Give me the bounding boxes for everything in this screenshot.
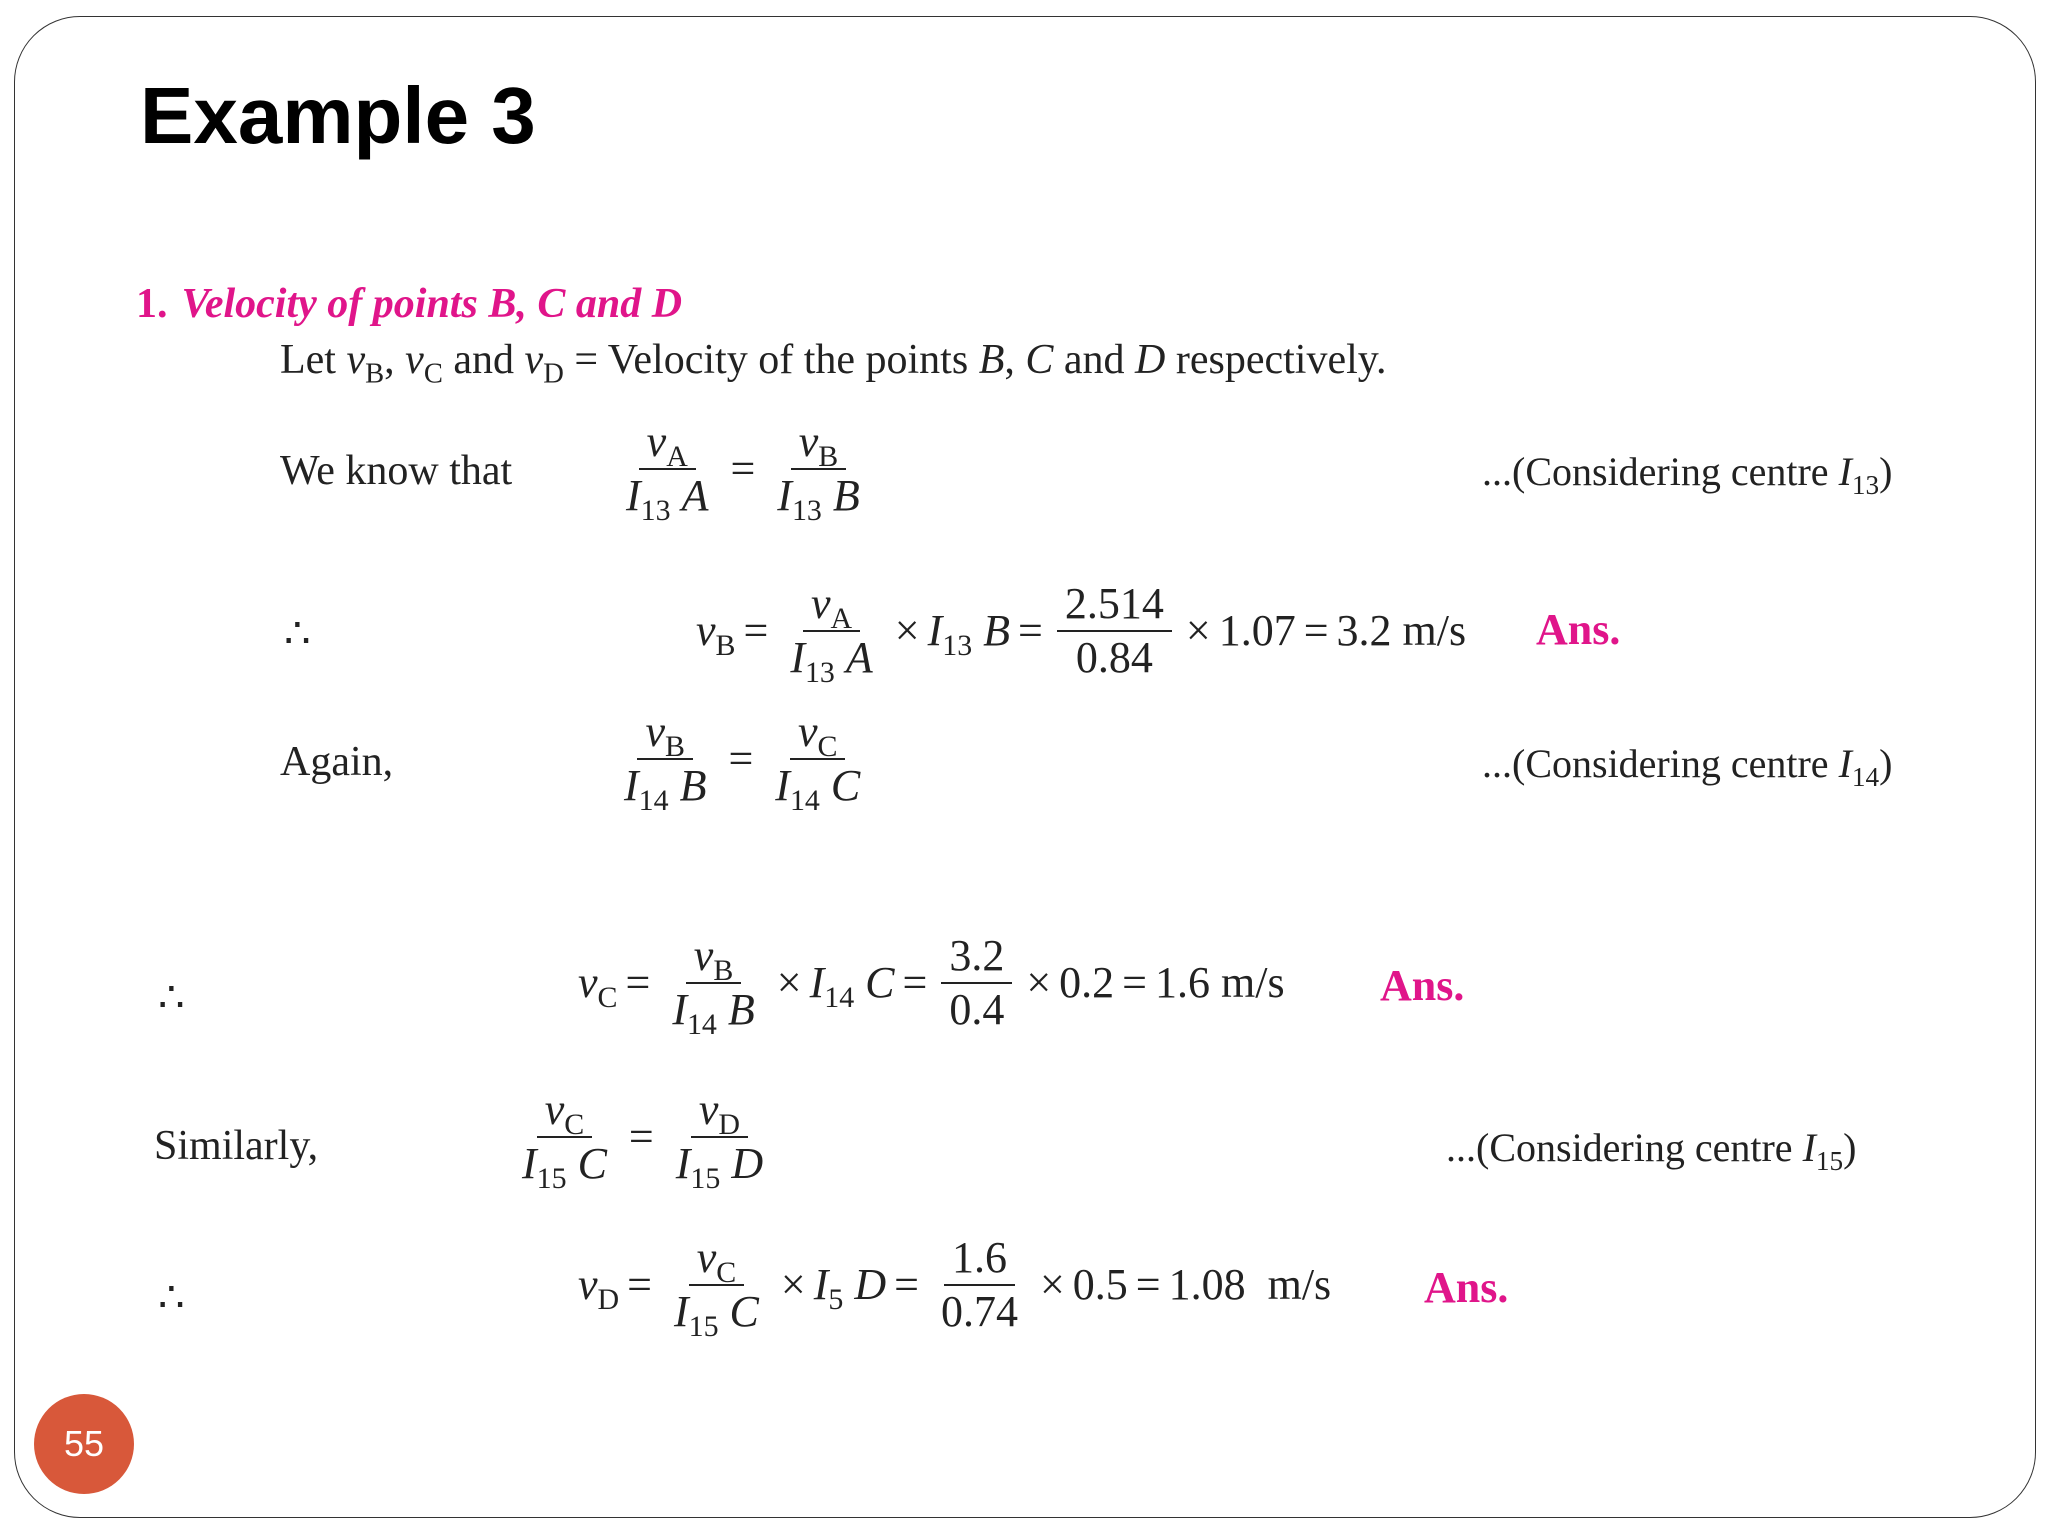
note-centre-14: ...(Considering centre $I_{14}$) [1482, 741, 1893, 793]
section-heading [136, 280, 682, 328]
equation-1 [612, 416, 874, 528]
comma: , [384, 337, 395, 383]
sub-d: D [543, 358, 564, 390]
intro-rest: = Velocity of the points [574, 337, 969, 383]
equation-5: $\frac{v_C}{I_{15} C}$ = $\frac{v_D}{I_{15} D}$ [522, 1085, 764, 1196]
label-we-know: We know that [280, 448, 513, 494]
answer-label: Ans. [1536, 605, 1621, 654]
answer-label: Ans. [1424, 1263, 1509, 1312]
note-centre-13: ...(Considering centre $I_{13}$) [1482, 449, 1893, 501]
intro-and: and [1063, 337, 1125, 383]
sub-b: B [365, 358, 385, 390]
var-v: v [346, 337, 366, 383]
fraction: $\frac{v_B}{I_{13} B}$ [777, 417, 860, 528]
note-centre-15: ...(Considering centre $I_{15}$) [1446, 1125, 1857, 1177]
slide-title: Example 3 [140, 71, 536, 160]
label-similarly: Similarly, [154, 1123, 319, 1169]
sub-c: C [423, 358, 443, 390]
intro-respectively: respectively. [1175, 337, 1387, 383]
var-v: v [405, 337, 424, 383]
equals: = [730, 444, 756, 494]
var-v: v [524, 337, 544, 383]
therefore-symbol: ∴ [158, 1275, 185, 1321]
equation-vc: $v_C$ = $\frac{v_B}{I_{14} B}$ × $I_{14}$ C = $\frac{3.2}{0.4}$ × 0.2 = 1.6 m/s [578, 931, 1285, 1042]
intro-line [280, 336, 1387, 390]
comma: , [1004, 337, 1015, 383]
equation-3: $\frac{v_B}{I_{14} B}$ = $\frac{v_C}{I_{14} C}$ [624, 707, 861, 818]
intro-let: Let [280, 337, 336, 383]
fraction: $\frac{v_A}{I_{13} A}$ [626, 417, 709, 528]
section-heading-text: Velocity of points B, C and D [181, 281, 683, 327]
intro-and: and [453, 337, 515, 383]
point-c: C [1025, 337, 1054, 383]
point-b: B [978, 337, 1005, 383]
section-number: 1. [136, 281, 168, 327]
therefore-symbol: ∴ [158, 975, 185, 1021]
equation-vb: $v_B$ = $\frac{v_A}{I_{13} A}$ × $I_{13}$ B = $\frac{2.514}{0.84}$ × 1.07 = 3.2 m/s [696, 579, 1467, 690]
label-again: Again, [280, 739, 394, 785]
answer-label: Ans. [1380, 961, 1465, 1010]
therefore-symbol: ∴ [284, 611, 311, 657]
equation-vd: $v_D$ = $\frac{v_C}{I_{15} C}$ × $I_5$ D = $\frac{1.6}{0.74}$ × 0.5 = 1.08 m/s [578, 1233, 1332, 1344]
page-number-badge: 55 [34, 1394, 134, 1494]
point-d: D [1135, 337, 1166, 383]
